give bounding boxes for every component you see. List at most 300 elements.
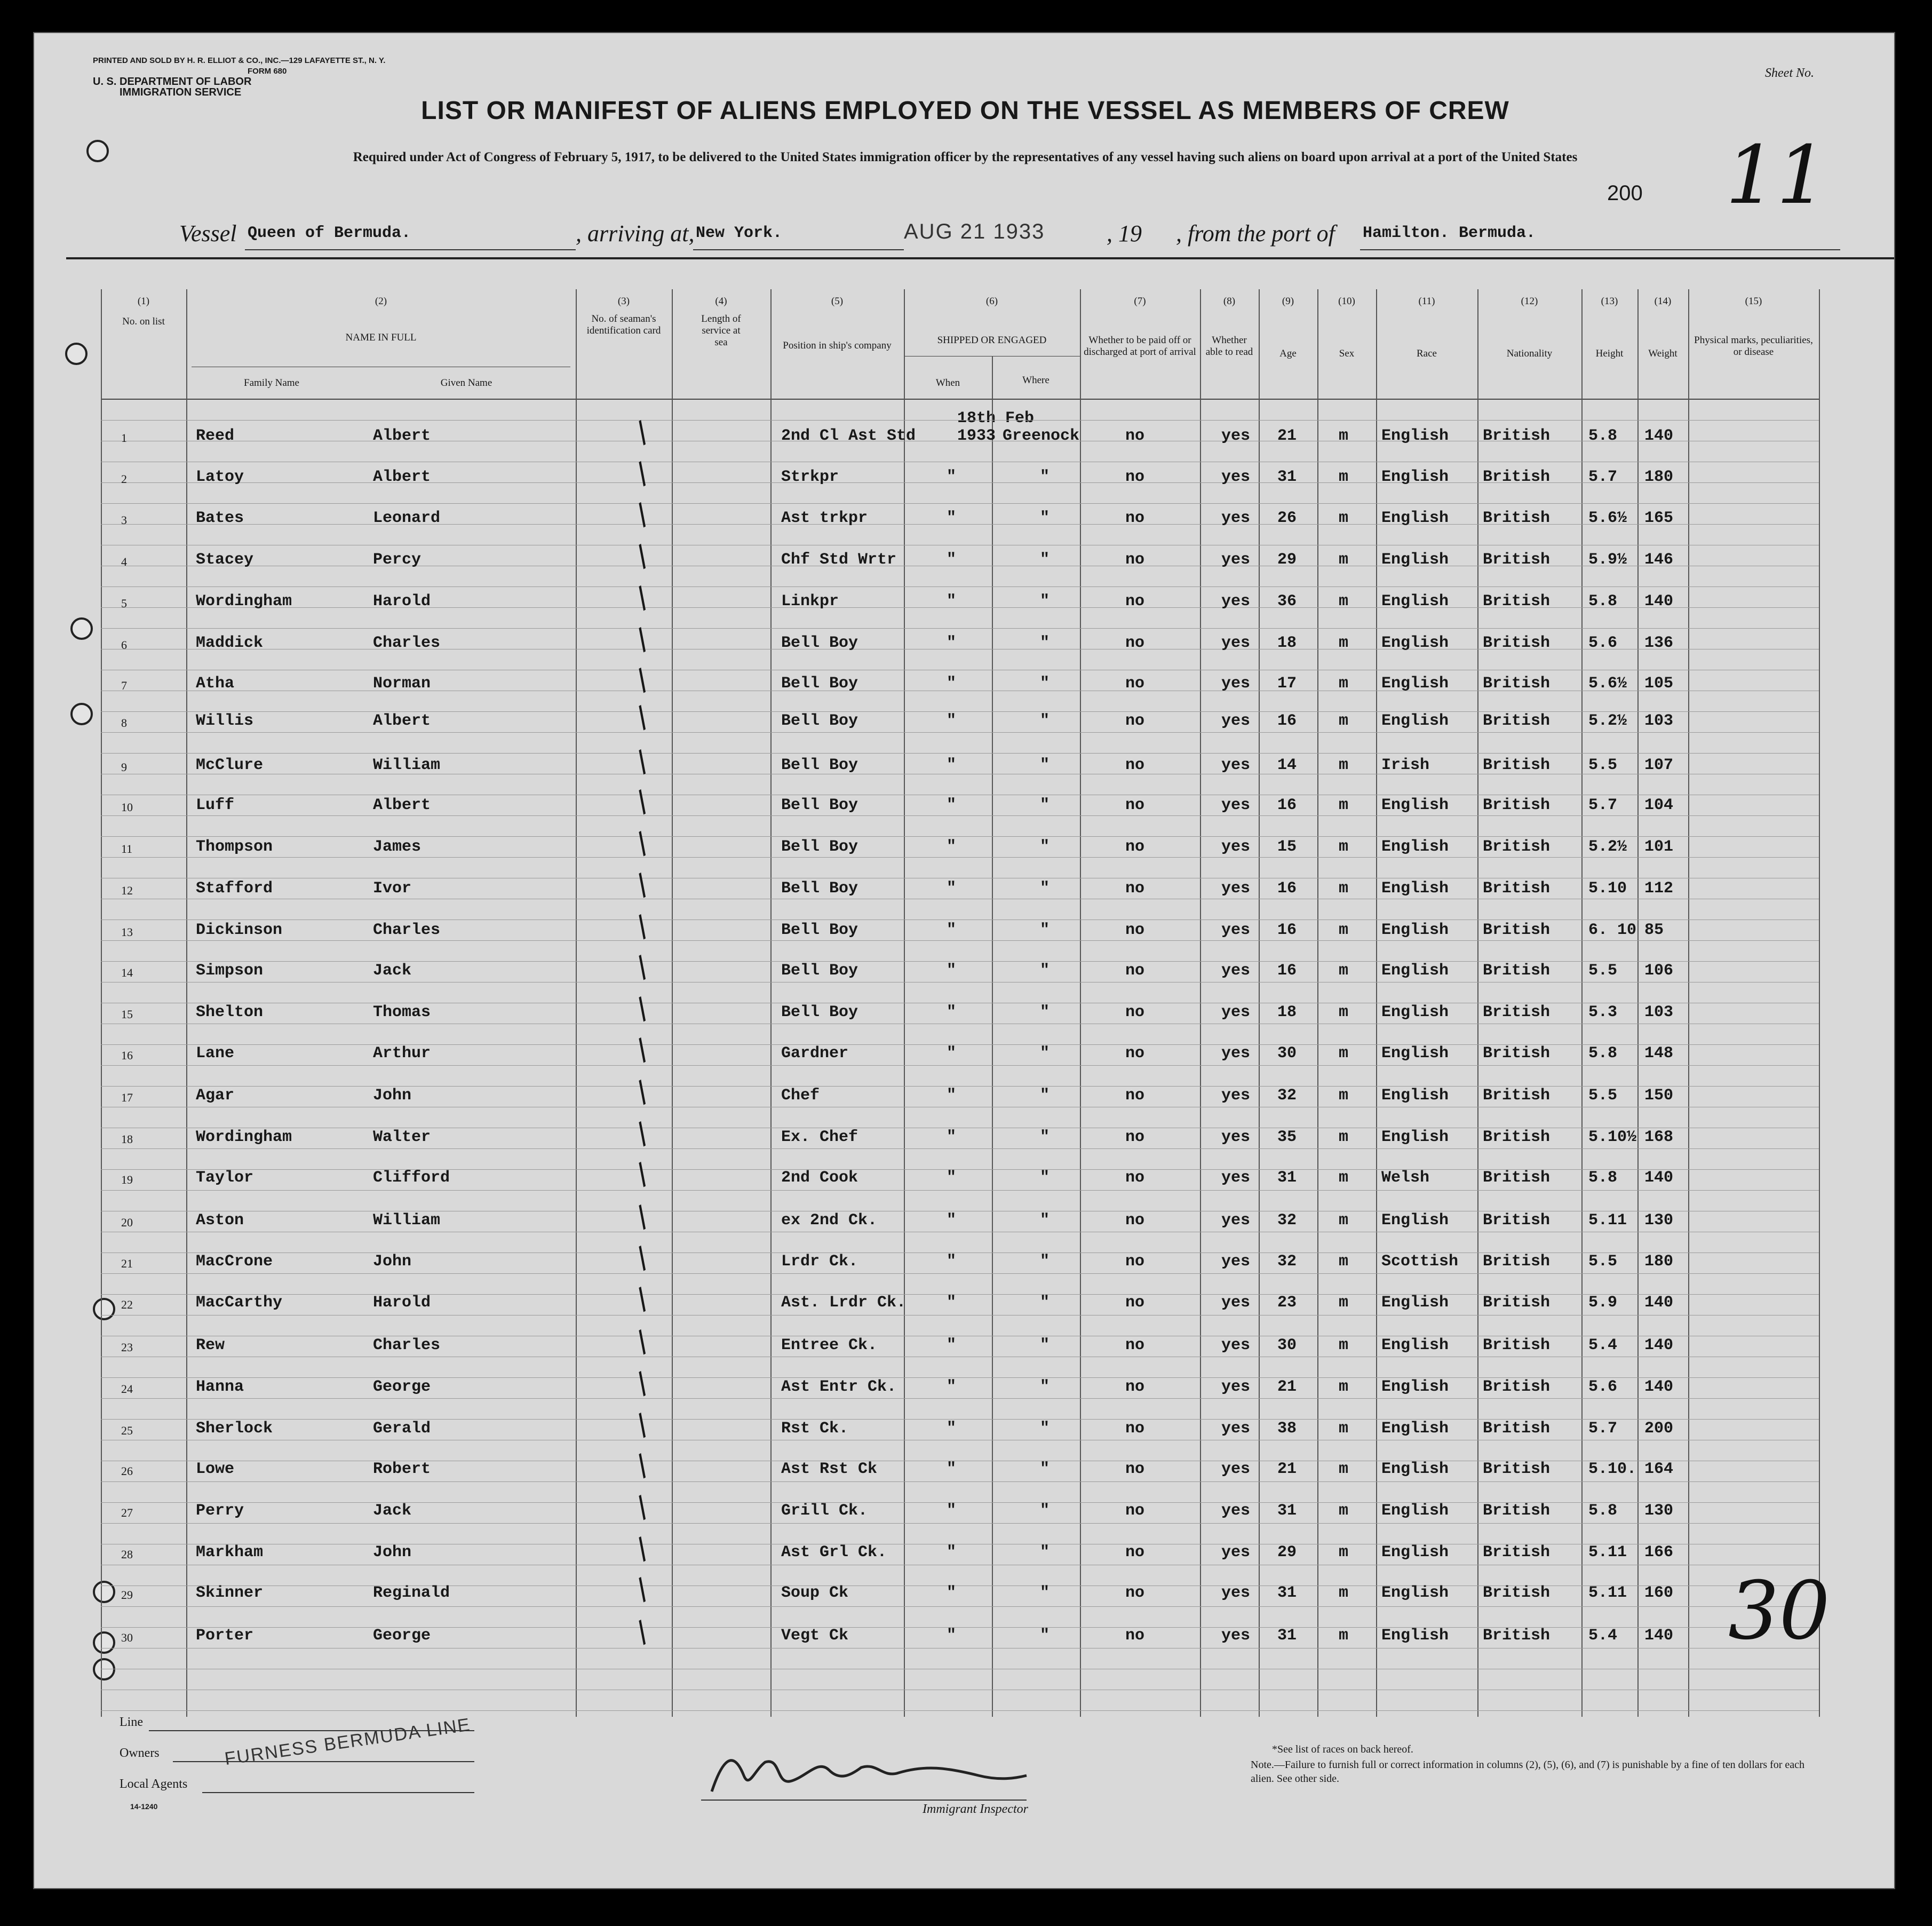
ruled-line — [101, 1190, 1819, 1191]
race-note: *See list of races on back hereof. — [1272, 1743, 1413, 1755]
age: 31 — [1277, 1502, 1297, 1520]
age: 35 — [1277, 1128, 1297, 1146]
ditto-where: " — [1040, 1420, 1050, 1438]
height: 5.7 — [1588, 796, 1618, 814]
race: English — [1381, 962, 1449, 980]
race: English — [1381, 712, 1449, 730]
nationality: British — [1483, 879, 1551, 898]
position: Ex. Chef — [781, 1128, 858, 1146]
age: 16 — [1277, 962, 1297, 980]
checkmark-icon: / — [630, 538, 654, 573]
ruled-line — [101, 482, 1819, 483]
checkmark-icon: / — [630, 1116, 654, 1151]
position: Bell Boy — [781, 1003, 858, 1021]
row-number: 11 — [121, 842, 133, 855]
age: 15 — [1277, 838, 1297, 856]
ruled-line — [101, 1044, 1819, 1045]
nationality: British — [1483, 1378, 1551, 1396]
sex: m — [1339, 1336, 1349, 1354]
col2-family-label: Family Name — [244, 377, 299, 389]
able-to-read: yes — [1221, 1420, 1251, 1438]
height: 5.10 — [1588, 879, 1627, 898]
height: 5.7 — [1588, 1420, 1618, 1438]
given-name: Robert — [373, 1460, 431, 1478]
able-to-read: yes — [1221, 1169, 1251, 1187]
height: 5.9½ — [1588, 551, 1627, 569]
col4-label: Length of service at sea — [701, 313, 741, 348]
height: 5.10. — [1588, 1460, 1637, 1478]
row-number: 2 — [121, 472, 127, 486]
sex: m — [1339, 1378, 1349, 1396]
col15-number: (15) — [1745, 296, 1762, 307]
department-name: U. S. DEPARTMENT OF LABOR — [93, 76, 252, 88]
col13-number: (13) — [1601, 296, 1618, 307]
paid-off: no — [1125, 1253, 1145, 1271]
col1-number: (1) — [137, 296, 150, 307]
ditto-where: " — [1040, 1128, 1050, 1146]
given-name: William — [373, 1211, 441, 1230]
row-number: 15 — [121, 1008, 133, 1021]
able-to-read: yes — [1221, 1378, 1251, 1396]
ruled-line — [101, 836, 1819, 837]
paid-off: no — [1125, 1128, 1145, 1146]
ruled-line — [101, 1398, 1819, 1399]
checkmark-icon: / — [630, 1156, 654, 1191]
sex: m — [1339, 921, 1349, 939]
race: English — [1381, 796, 1449, 814]
ditto-where: " — [1040, 1211, 1050, 1230]
sex: m — [1339, 879, 1349, 898]
column-rule — [1819, 289, 1820, 1717]
position: Vegt Ck — [781, 1627, 849, 1645]
col7-label: Whether to be paid off or discharged at port of arrival — [1084, 335, 1196, 358]
family-name: MacCarthy — [196, 1294, 283, 1312]
ditto-when: " — [947, 1420, 957, 1438]
age: 38 — [1277, 1420, 1297, 1438]
family-name: Agar — [196, 1087, 235, 1105]
family-name: Aston — [196, 1211, 244, 1230]
paid-off: no — [1125, 796, 1145, 814]
age: 29 — [1277, 551, 1297, 569]
agents-label: Local Agents — [120, 1777, 188, 1791]
position: 2nd Cl Ast Std — [781, 427, 916, 445]
checkmark-icon: / — [630, 1489, 654, 1524]
shipped-year: 1933 — [957, 427, 996, 445]
family-name: Thompson — [196, 838, 273, 856]
nationality: British — [1483, 1584, 1551, 1602]
able-to-read: yes — [1221, 796, 1251, 814]
given-name: John — [373, 1087, 412, 1105]
given-name: Thomas — [373, 1003, 431, 1021]
nationality: British — [1483, 1294, 1551, 1312]
able-to-read: yes — [1221, 838, 1251, 856]
sex: m — [1339, 468, 1349, 486]
family-name: Latoy — [196, 468, 244, 486]
race: English — [1381, 1378, 1449, 1396]
position: Bell Boy — [781, 796, 858, 814]
ditto-where: " — [1040, 712, 1050, 730]
weight: 103 — [1644, 1003, 1674, 1021]
punch-hole — [65, 343, 88, 365]
page-subtitle: Required under Act of Congress of February 5, 1917, to be delivered to the United States immigration officer by the representatives of any vessel having such aliens on board upon arrival at a port of the United States — [353, 150, 1578, 164]
inspector-label: Immigrant Inspector — [923, 1802, 1028, 1816]
given-name: Gerald — [373, 1420, 431, 1438]
col2-label: NAME IN FULL — [345, 332, 417, 343]
ditto-when: " — [947, 1584, 957, 1602]
given-name: Charles — [373, 921, 441, 939]
age: 31 — [1277, 1169, 1297, 1187]
row-number: 7 — [121, 679, 127, 692]
manifest-sheet — [33, 32, 1895, 1889]
family-name: Hanna — [196, 1378, 244, 1396]
race: English — [1381, 468, 1449, 486]
able-to-read: yes — [1221, 551, 1251, 569]
race: English — [1381, 1543, 1449, 1562]
able-to-read: yes — [1221, 879, 1251, 898]
fine-note: Note.—Failure to furnish full or correct information in columns (2), (5), (6), and (7) is punishable by a fine of ten dollars for each alien. See other side. — [1251, 1759, 1805, 1785]
race: English — [1381, 1420, 1449, 1438]
owners-underline — [173, 1761, 474, 1762]
given-name: Ivor — [373, 879, 412, 898]
position: Ast trkpr — [781, 509, 868, 527]
col2-given-label: Given Name — [440, 377, 492, 389]
able-to-read: yes — [1221, 962, 1251, 980]
age: 31 — [1277, 1584, 1297, 1602]
family-name: Wordingham — [196, 1128, 292, 1146]
nationality: British — [1483, 551, 1551, 569]
position: Ast. Lrdr Ck. — [781, 1294, 907, 1312]
checkmark-icon: / — [630, 415, 654, 449]
sex: m — [1339, 1627, 1349, 1645]
departure-port: Hamilton. Bermuda. — [1363, 224, 1536, 242]
race: English — [1381, 1294, 1449, 1312]
height: 5.2½ — [1588, 712, 1627, 730]
family-name: Bates — [196, 509, 244, 527]
nationality: British — [1483, 1253, 1551, 1271]
able-to-read: yes — [1221, 1211, 1251, 1230]
row-number: 25 — [121, 1424, 133, 1437]
ruled-line — [101, 1273, 1819, 1274]
position: Strkpr — [781, 468, 839, 486]
family-name: Luff — [196, 796, 235, 814]
family-name: Simpson — [196, 962, 264, 980]
able-to-read: yes — [1221, 634, 1251, 652]
sex: m — [1339, 1211, 1349, 1230]
table-top-rule — [66, 257, 1895, 259]
ditto-where: " — [1040, 551, 1050, 569]
given-name: Harold — [373, 592, 431, 611]
able-to-read: yes — [1221, 1294, 1251, 1312]
checkmark-icon: / — [630, 1032, 654, 1067]
nationality: British — [1483, 1502, 1551, 1520]
position: ex 2nd Ck. — [781, 1211, 878, 1230]
family-name: Willis — [196, 712, 254, 730]
col9-label: Age — [1279, 348, 1297, 359]
age: 32 — [1277, 1253, 1297, 1271]
row-number: 28 — [121, 1548, 133, 1561]
weight: 140 — [1644, 592, 1674, 611]
col13-label: Height — [1595, 348, 1624, 359]
row-number: 4 — [121, 555, 127, 568]
paid-off: no — [1125, 1502, 1145, 1520]
checkmark-icon: / — [630, 456, 654, 490]
paid-off: no — [1125, 468, 1145, 486]
column-rule — [992, 356, 993, 1717]
race: English — [1381, 509, 1449, 527]
ditto-where: " — [1040, 634, 1050, 652]
paid-off: no — [1125, 1420, 1145, 1438]
family-name: MacCrone — [196, 1253, 273, 1271]
weight: 140 — [1644, 1378, 1674, 1396]
sex: m — [1339, 592, 1349, 611]
position: Bell Boy — [781, 634, 858, 652]
given-name: William — [373, 756, 441, 774]
weight: 101 — [1644, 838, 1674, 856]
race: English — [1381, 634, 1449, 652]
position: Chf Std Wrtr — [781, 551, 897, 569]
given-name: James — [373, 838, 422, 856]
nationality: British — [1483, 675, 1551, 693]
given-name: Percy — [373, 551, 422, 569]
sex: m — [1339, 796, 1349, 814]
page-title: LIST OR MANIFEST OF ALIENS EMPLOYED ON THE VESSEL AS MEMBERS OF CREW — [421, 97, 1509, 125]
ditto-when: " — [947, 962, 957, 980]
age: 14 — [1277, 756, 1297, 774]
given-name: Charles — [373, 1336, 441, 1354]
ruled-line — [101, 1065, 1819, 1066]
ditto-when: " — [947, 879, 957, 898]
height: 5.6½ — [1588, 675, 1627, 693]
family-name: Rew — [196, 1336, 225, 1354]
row-number: 27 — [121, 1506, 133, 1519]
ditto-where: " — [1040, 1044, 1050, 1063]
nationality: British — [1483, 1543, 1551, 1562]
paid-off: no — [1125, 427, 1145, 445]
position: Ast Entr Ck. — [781, 1378, 897, 1396]
ditto-where: " — [1040, 1502, 1050, 1520]
race: English — [1381, 1211, 1449, 1230]
weight: 136 — [1644, 634, 1674, 652]
ruled-line — [101, 524, 1819, 525]
row-number: 19 — [121, 1173, 133, 1186]
ruled-line — [101, 1523, 1819, 1524]
ditto-when: " — [947, 592, 957, 611]
paid-off: no — [1125, 879, 1145, 898]
ditto-when: " — [947, 634, 957, 652]
ditto-where: " — [1040, 962, 1050, 980]
col4-number: (4) — [715, 296, 727, 307]
family-name: Atha — [196, 675, 235, 693]
nationality: British — [1483, 634, 1551, 652]
ditto-when: " — [947, 1336, 957, 1354]
paid-off: no — [1125, 838, 1145, 856]
position: Linkpr — [781, 592, 839, 611]
nationality: British — [1483, 509, 1551, 527]
ditto-when: " — [947, 756, 957, 774]
sex: m — [1339, 551, 1349, 569]
age: 31 — [1277, 1627, 1297, 1645]
handwritten-number: 11 — [1726, 129, 1827, 222]
family-name: Sherlock — [196, 1420, 273, 1438]
family-name: Wordingham — [196, 592, 292, 611]
ditto-when: " — [947, 1087, 957, 1105]
height: 5.11 — [1588, 1211, 1627, 1230]
sex: m — [1339, 1044, 1349, 1063]
race: English — [1381, 879, 1449, 898]
checkmark-icon: / — [630, 867, 654, 902]
ditto-where: " — [1040, 1253, 1050, 1271]
punch-hole — [86, 140, 109, 162]
sex: m — [1339, 962, 1349, 980]
position: Entree Ck. — [781, 1336, 878, 1354]
row-number: 3 — [121, 513, 127, 527]
race: English — [1381, 675, 1449, 693]
checkmark-icon: / — [630, 744, 654, 779]
shipped-when-line1: 18th Feb — [957, 409, 1035, 427]
able-to-read: yes — [1221, 427, 1251, 445]
position: 2nd Cook — [781, 1169, 858, 1187]
paid-off: no — [1125, 1543, 1145, 1562]
row-number: 10 — [121, 800, 133, 814]
handwritten-total: 30 — [1728, 1565, 1830, 1658]
able-to-read: yes — [1221, 921, 1251, 939]
family-name: McClure — [196, 756, 264, 774]
ruled-line — [101, 586, 1819, 587]
col9-number: (9) — [1282, 296, 1294, 307]
checkmark-icon: / — [630, 1448, 654, 1483]
race: English — [1381, 427, 1449, 445]
family-name: Reed — [196, 427, 235, 445]
age: 36 — [1277, 592, 1297, 611]
row-number: 24 — [121, 1382, 133, 1396]
ditto-when: " — [947, 1211, 957, 1230]
race: English — [1381, 921, 1449, 939]
height: 5.8 — [1588, 592, 1618, 611]
ditto-where: " — [1040, 1378, 1050, 1396]
line-label: Line — [120, 1715, 143, 1729]
race: English — [1381, 1627, 1449, 1645]
inspector-signature — [701, 1738, 1032, 1802]
owners-label: Owners — [120, 1746, 160, 1760]
ruled-line — [101, 628, 1819, 629]
able-to-read: yes — [1221, 1128, 1251, 1146]
col10-number: (10) — [1338, 296, 1355, 307]
sex: m — [1339, 634, 1349, 652]
age: 18 — [1277, 634, 1297, 652]
position: Ast Grl Ck. — [781, 1543, 887, 1562]
col14-label: Weight — [1648, 348, 1677, 359]
col6-number: (6) — [985, 296, 998, 307]
position: Soup Ck — [781, 1584, 849, 1602]
able-to-read: yes — [1221, 509, 1251, 527]
sex: m — [1339, 1543, 1349, 1562]
row-number: 12 — [121, 884, 133, 897]
sex: m — [1339, 1003, 1349, 1021]
agents-underline — [202, 1792, 474, 1793]
date-stamp: AUG 21 1933 — [904, 220, 1045, 243]
height: 5.6 — [1588, 634, 1618, 652]
weight: 140 — [1644, 427, 1674, 445]
sex: m — [1339, 838, 1349, 856]
nationality: British — [1483, 468, 1551, 486]
agents-stamp: FURNESS BERMUDA LINE — [223, 1714, 472, 1770]
age: 16 — [1277, 879, 1297, 898]
nationality: British — [1483, 1420, 1551, 1438]
col14-number: (14) — [1654, 296, 1672, 307]
weight: 130 — [1644, 1502, 1674, 1520]
ditto-when: " — [947, 1502, 957, 1520]
paid-off: no — [1125, 921, 1145, 939]
height: 5.11 — [1588, 1584, 1627, 1602]
ditto-when: " — [947, 796, 957, 814]
year-label: , 19 — [1107, 220, 1142, 247]
weight: 130 — [1644, 1211, 1674, 1230]
printer-line: PRINTED AND SOLD BY H. R. ELLIOT & CO., INC.—129 LAFAYETTE ST., N. Y. — [93, 56, 386, 65]
given-name: Albert — [373, 712, 431, 730]
weight: 160 — [1644, 1584, 1674, 1602]
checkmark-icon: / — [630, 949, 654, 984]
ruled-line — [101, 1502, 1819, 1503]
height: 5.6½ — [1588, 509, 1627, 527]
paid-off: no — [1125, 1169, 1145, 1187]
ditto-where: " — [1040, 675, 1050, 693]
weight: 112 — [1644, 879, 1674, 898]
family-name: Maddick — [196, 634, 264, 652]
family-name: Skinner — [196, 1584, 264, 1602]
sex: m — [1339, 1584, 1349, 1602]
given-name: Reginald — [373, 1584, 450, 1602]
paid-off: no — [1125, 634, 1145, 652]
weight: 104 — [1644, 796, 1674, 814]
col3-number: (3) — [617, 296, 630, 307]
row-number: 9 — [121, 760, 127, 774]
row-number: 22 — [121, 1298, 133, 1311]
position: Bell Boy — [781, 838, 858, 856]
age: 21 — [1277, 1378, 1297, 1396]
checkmark-icon: / — [630, 1407, 654, 1442]
paid-off: no — [1125, 1584, 1145, 1602]
sex: m — [1339, 427, 1349, 445]
race: Irish — [1381, 756, 1430, 774]
position: Lrdr Ck. — [781, 1253, 858, 1271]
ditto-where: " — [1040, 1627, 1050, 1645]
nationality: British — [1483, 796, 1551, 814]
sex: m — [1339, 1294, 1349, 1312]
height: 5.8 — [1588, 427, 1618, 445]
paid-off: no — [1125, 1460, 1145, 1478]
race: English — [1381, 838, 1449, 856]
col2-number: (2) — [375, 296, 387, 307]
checkmark-icon: / — [630, 1531, 654, 1566]
nationality: British — [1483, 962, 1551, 980]
ditto-when: " — [947, 675, 957, 693]
able-to-read: yes — [1221, 756, 1251, 774]
ditto-when: " — [947, 838, 957, 856]
sex: m — [1339, 1420, 1349, 1438]
family-name: Stacey — [196, 551, 254, 569]
ditto-when: " — [947, 1294, 957, 1312]
checkmark-icon: / — [630, 622, 654, 656]
weight: 180 — [1644, 468, 1674, 486]
family-name: Dickinson — [196, 921, 283, 939]
weight: 150 — [1644, 1087, 1674, 1105]
family-name: Lowe — [196, 1460, 235, 1478]
weight: 140 — [1644, 1627, 1674, 1645]
col11-number: (11) — [1418, 296, 1435, 307]
weight: 180 — [1644, 1253, 1674, 1271]
sex: m — [1339, 712, 1349, 730]
row-number: 13 — [121, 925, 133, 939]
